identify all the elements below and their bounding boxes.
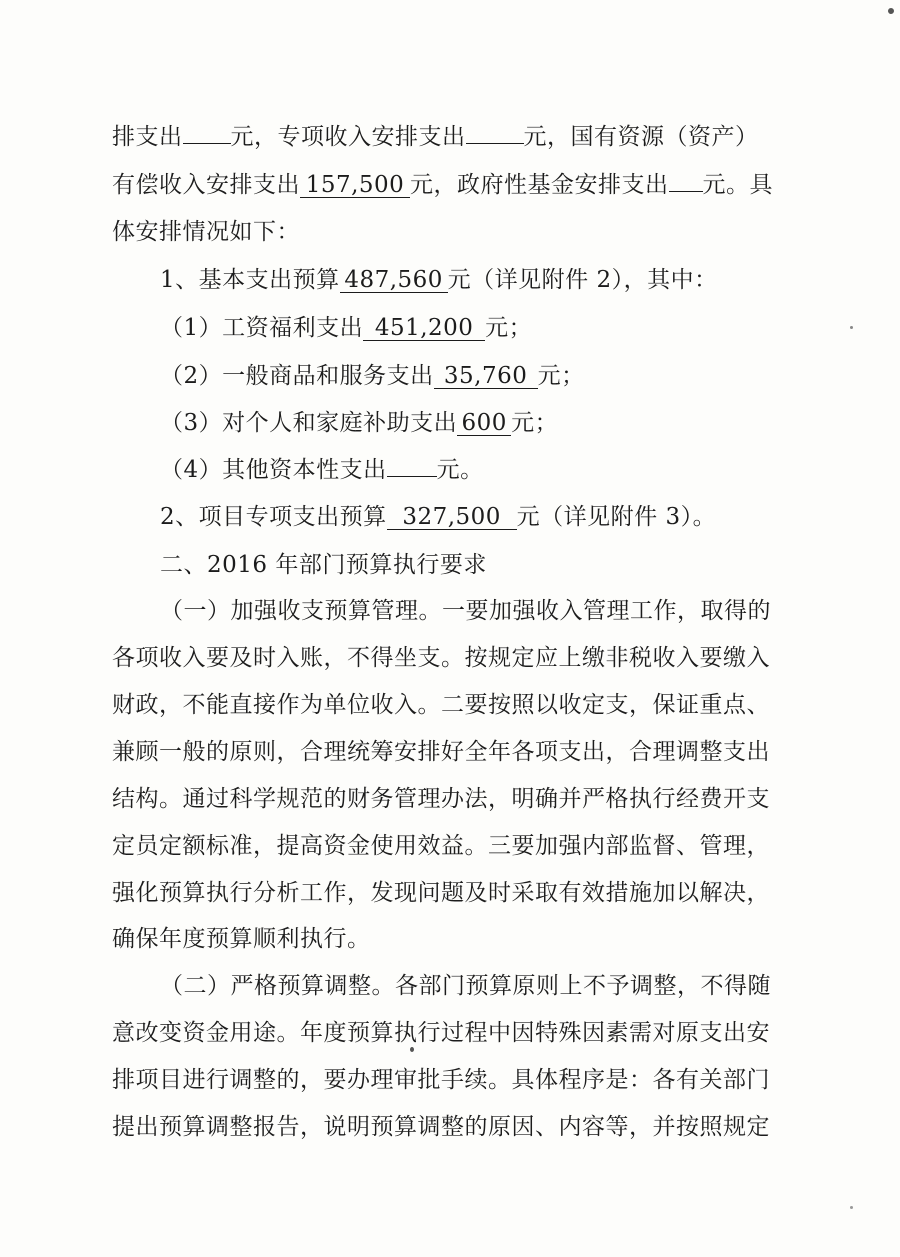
value-35760: 35,760 bbox=[434, 364, 538, 389]
text-line-3: 体安排情况如下： bbox=[112, 219, 300, 245]
text-line-9: 2、项目专项支出预算 327,500 元（详见附件 3）。 bbox=[160, 504, 717, 530]
text-line-14: 兼顾一般的原则，合理统筹安排好全年各项支出，合理调整支出 bbox=[112, 739, 770, 765]
value-157500: 157,500 bbox=[300, 173, 410, 198]
text-line-7: （3）对个人和家庭补助支出 600 元； bbox=[160, 410, 559, 436]
text-line-1: 排支出 元，专项收入安排支出 元，国有资源（资产） bbox=[112, 124, 759, 150]
text-line-8: （4）其他资本性支出 元。 bbox=[160, 457, 484, 483]
text-line-4: 1、基本支出预算 487,560 元（详见附件 2），其中： bbox=[160, 267, 718, 293]
text-line-15: 结构。通过科学规范的财务管理办法，明确并严格执行经费开支 bbox=[112, 786, 770, 812]
scan-speck bbox=[850, 326, 853, 329]
text-line-22: 提出预算调整报告，说明预算调整的原因、内容等，并按照规定 bbox=[112, 1114, 770, 1140]
value-327500: 327,500 bbox=[387, 505, 517, 530]
value-487560: 487,560 bbox=[340, 268, 448, 293]
section-heading-2: 二、2016 年部门预算执行要求 bbox=[160, 552, 487, 578]
text-line-11: （一）加强收支预算管理。一要加强收入管理工作，取得的 bbox=[160, 598, 771, 624]
text-line-12: 各项收入要及时入账，不得坐支。按规定应上缴非税收入要缴入 bbox=[112, 645, 770, 671]
value-600: 600 bbox=[457, 411, 511, 436]
value-451200: 451,200 bbox=[363, 316, 485, 341]
text-line-21: 排项目进行调整的，要办理审批手续。具体程序是：各有关部门 bbox=[112, 1067, 770, 1093]
text-line-19: （二）严格预算调整。各部门预算原则上不予调整，不得随 bbox=[160, 973, 771, 999]
text-line-6: （2）一般商品和服务支出 35,760 元； bbox=[160, 363, 585, 389]
text-line-17: 强化预算执行分析工作，发现问题及时采取有效措施加以解决， bbox=[112, 880, 770, 906]
text-line-20: 意改变资金用途。年度预算执行过程中因特殊因素需对原支出安 bbox=[112, 1020, 770, 1046]
scan-speck bbox=[410, 1047, 414, 1052]
text-line-18: 确保年度预算顺利执行。 bbox=[112, 926, 371, 952]
scan-speck bbox=[850, 1206, 853, 1209]
text-line-13: 财政，不能直接作为单位收入。二要按照以收定支，保证重点、 bbox=[112, 692, 770, 718]
text-line-2: 有偿收入安排支出 157,500 元，政府性基金安排支出 元。具 bbox=[112, 172, 773, 198]
text-line-5: （1）工资福利支出 451,200 元； bbox=[160, 315, 533, 341]
text-line-16: 定员定额标准，提高资金使用效益。三要加强内部监督、管理， bbox=[112, 833, 770, 859]
scan-speck bbox=[888, 8, 894, 14]
